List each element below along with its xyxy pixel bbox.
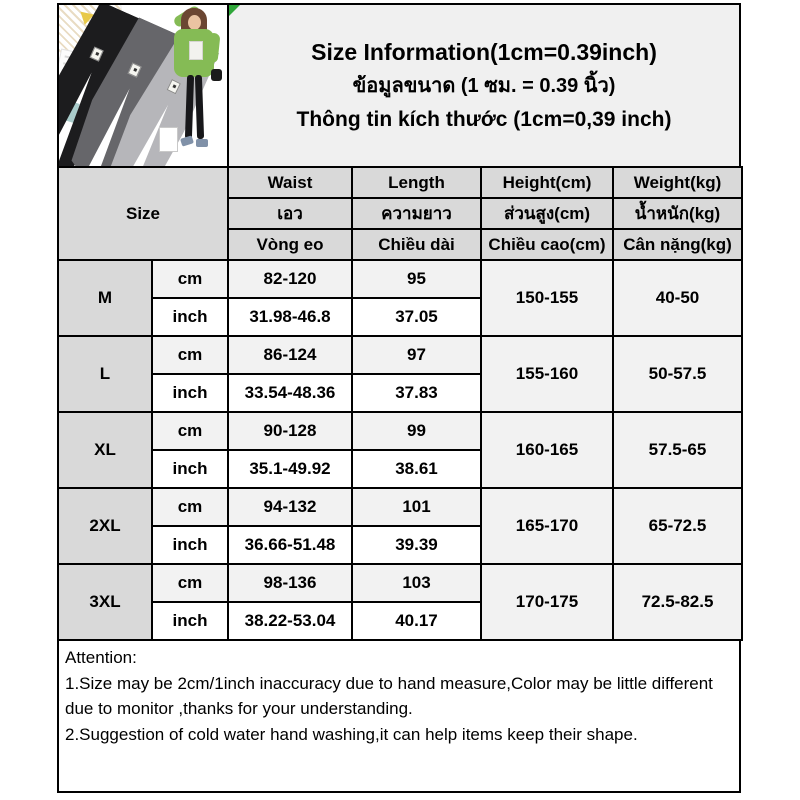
model-handbag (211, 69, 222, 81)
cell-weight: 72.5-82.5 (613, 564, 742, 640)
unit-cell-inch: inch (152, 298, 228, 336)
title-vietnamese: Thông tin kích thước (1cm=0,39 inch) (296, 108, 672, 131)
size-chart-sheet (57, 3, 741, 793)
cell-waist-cm: 86-124 (228, 336, 352, 374)
col-header-waist-vi: Vòng eo (228, 229, 352, 260)
top-row (57, 3, 741, 168)
size-header-cell: Size (58, 167, 228, 260)
model-face (188, 15, 201, 30)
col-header-waist-en: Waist (228, 167, 352, 198)
cell-weight: 40-50 (613, 260, 742, 336)
unit-cell-cm: cm (152, 488, 228, 526)
col-header-length-vi: Chiều dài (352, 229, 481, 260)
table-row (58, 412, 742, 450)
size-cell-2xl: 2XL (58, 488, 152, 564)
col-header-height-en: Height(cm) (481, 167, 613, 198)
model-sneaker-right (196, 139, 208, 147)
model-sleeve (205, 32, 220, 63)
unit-cell-cm: cm (152, 412, 228, 450)
cell-weight: 65-72.5 (613, 488, 742, 564)
cell-height: 155-160 (481, 336, 613, 412)
cell-length-cm: 99 (352, 412, 481, 450)
unit-cell-inch: inch (152, 450, 228, 488)
cell-length-cm: 101 (352, 488, 481, 526)
size-cell-m: M (58, 260, 152, 336)
cell-height: 170-175 (481, 564, 613, 640)
col-header-length-th: ความยาว (352, 198, 481, 229)
cell-length-cm: 97 (352, 336, 481, 374)
cell-waist-cm: 82-120 (228, 260, 352, 298)
table-row (58, 260, 742, 298)
sweater-graphic (189, 41, 203, 60)
col-header-weight-en: Weight(kg) (613, 167, 742, 198)
cell-weight: 50-57.5 (613, 336, 742, 412)
cell-length-inch: 37.83 (352, 374, 481, 412)
model-sneaker-left (180, 135, 194, 146)
col-header-waist-th: เอว (228, 198, 352, 229)
model-legging-right (195, 75, 204, 139)
size-table (57, 166, 743, 641)
cell-length-inch: 39.39 (352, 526, 481, 564)
cell-waist-inch: 38.22-53.04 (228, 602, 352, 640)
size-cell-l: L (58, 336, 152, 412)
cell-waist-cm: 98-136 (228, 564, 352, 602)
cell-length-inch: 37.05 (352, 298, 481, 336)
col-header-height-vi: Chiều cao(cm) (481, 229, 613, 260)
title-english: Size Information(1cm=0.39inch) (311, 39, 657, 65)
model-figure (161, 7, 227, 165)
cell-height: 165-170 (481, 488, 613, 564)
cell-waist-inch: 33.54-48.36 (228, 374, 352, 412)
cell-height: 160-165 (481, 412, 613, 488)
cell-waist-inch: 35.1-49.92 (228, 450, 352, 488)
table-row (58, 336, 742, 374)
cell-waist-inch: 36.66-51.48 (228, 526, 352, 564)
size-info-title-cell (229, 5, 739, 166)
attention-heading: Attention: (65, 648, 137, 667)
cell-waist-cm: 90-128 (228, 412, 352, 450)
unit-cell-cm: cm (152, 564, 228, 602)
unit-cell-inch: inch (152, 526, 228, 564)
cell-length-cm: 103 (352, 564, 481, 602)
col-header-weight-th: น้ำหนัก(kg) (613, 198, 742, 229)
model-legging-left (185, 75, 194, 139)
title-thai: ข้อมูลขนาด (1 ซม. = 0.39 นิ้ว) (352, 75, 616, 97)
cell-length-inch: 38.61 (352, 450, 481, 488)
unit-cell-cm: cm (152, 336, 228, 374)
table-row (58, 488, 742, 526)
size-cell-3xl: 3XL (58, 564, 152, 640)
col-header-weight-vi: Cân nặng(kg) (613, 229, 742, 260)
col-header-height-th: ส่วนสูง(cm) (481, 198, 613, 229)
corner-marker-icon (229, 5, 240, 16)
paper-bag (159, 127, 178, 152)
attention-line-1: 1.Size may be 2cm/1inch inaccuracy due to hand measure,Color may be little different due to monitor ,thanks for your understanding. (65, 673, 713, 718)
cell-weight: 57.5-65 (613, 412, 742, 488)
product-photo (59, 5, 229, 166)
attention-notes (57, 639, 741, 793)
unit-cell-cm: cm (152, 260, 228, 298)
size-cell-xl: XL (58, 412, 152, 488)
header-row-en (58, 167, 742, 198)
table-row (58, 564, 742, 602)
cell-length-cm: 95 (352, 260, 481, 298)
unit-cell-inch: inch (152, 602, 228, 640)
cell-waist-inch: 31.98-46.8 (228, 298, 352, 336)
cell-height: 150-155 (481, 260, 613, 336)
col-header-length-en: Length (352, 167, 481, 198)
cell-length-inch: 40.17 (352, 602, 481, 640)
unit-cell-inch: inch (152, 374, 228, 412)
cell-waist-cm: 94-132 (228, 488, 352, 526)
attention-line-2: 2.Suggestion of cold water hand washing,it can help items keep their shape. (65, 724, 638, 744)
